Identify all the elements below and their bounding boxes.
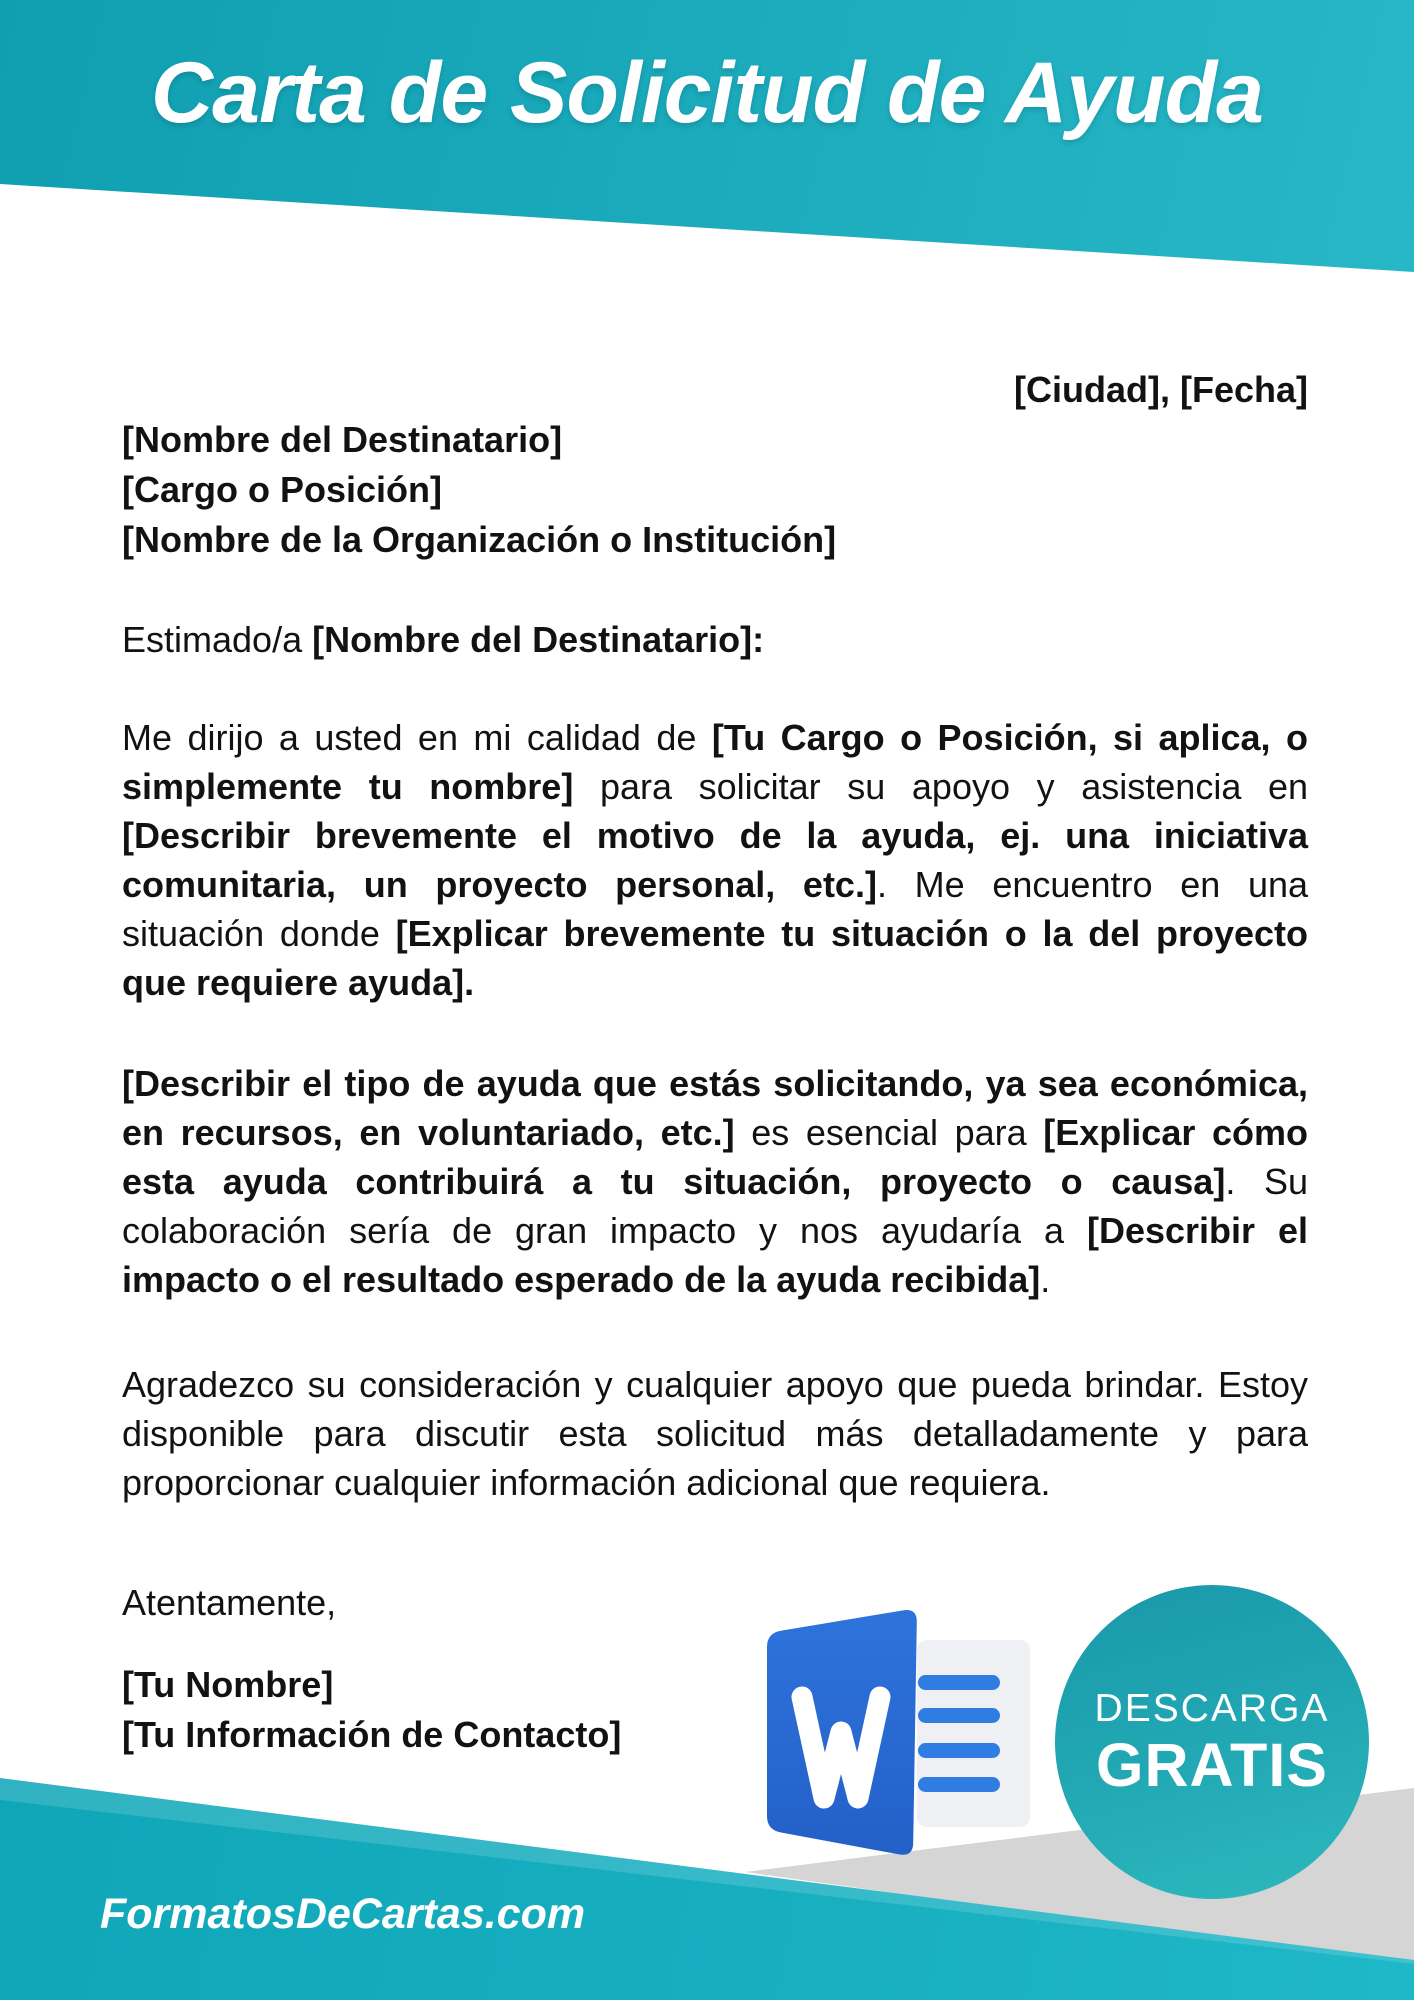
recipient-organization-line: [Nombre de la Organización o Institución] — [122, 519, 837, 560]
letter-body — [122, 350, 1308, 1760]
date-line: [Ciudad], [Fecha] — [1014, 369, 1308, 410]
salutation — [122, 615, 1308, 664]
page-title: Carta de Solicitud de Ayuda — [151, 45, 1263, 141]
paragraph-help-type: [Describir el tipo de ayuda que estás solicitando, ya sea económica, en recursos, en voluntariado, etc.] es esencial para [Explicar cómo esta ayuda contribuirá a tu situación, proyecto o causa]. Su colaboración sería de gran impacto y nos ayudaría a [Describir el impacto o el resultado esperado de la ayuda recibida]. — [122, 1063, 1308, 1300]
badge-descarga-label: DESCARGA — [1094, 1686, 1330, 1730]
word-document-icon — [740, 1595, 1040, 1885]
download-free-badge[interactable] — [1055, 1585, 1369, 1899]
closing: Atentamente, — [122, 1582, 337, 1623]
footer-site-link[interactable]: FormatosDeCartas.com — [100, 1890, 586, 1938]
paragraph-intro: Me dirijo a usted en mi calidad de [Tu Cargo o Posición, si aplica, o simplemente tu nombre] para solicitar su apoyo y asistencia en [Describir brevemente el motivo de la ayuda, ej. una iniciativa comunitaria, un proyecto personal, etc.]. Me encuentro en una situación donde [Explicar brevemente tu situación o la del proyecto que requiere ayuda]. — [122, 717, 1309, 1003]
recipient-name-line: [Nombre del Destinatario] — [122, 419, 563, 460]
signature-contact-line: [Tu Información de Contacto] — [122, 1714, 622, 1755]
salutation-recipient: [Nombre del Destinatario]: — [312, 619, 765, 660]
signature-name-line: [Tu Nombre] — [122, 1664, 334, 1705]
recipient-role-line: [Cargo o Posición] — [122, 469, 443, 510]
salutation-plain: Estimado/a — [122, 619, 313, 660]
word-page-sheet — [917, 1640, 1030, 1827]
badge-gratis-label: GRATIS — [1096, 1730, 1328, 1799]
paragraph-thanks: Agradezco su consideración y cualquier apoyo que pueda brindar. Estoy disponible para discutir esta solicitud más detalladamente y para proporcionar cualquier información adicional que requiera. — [122, 1364, 1308, 1503]
